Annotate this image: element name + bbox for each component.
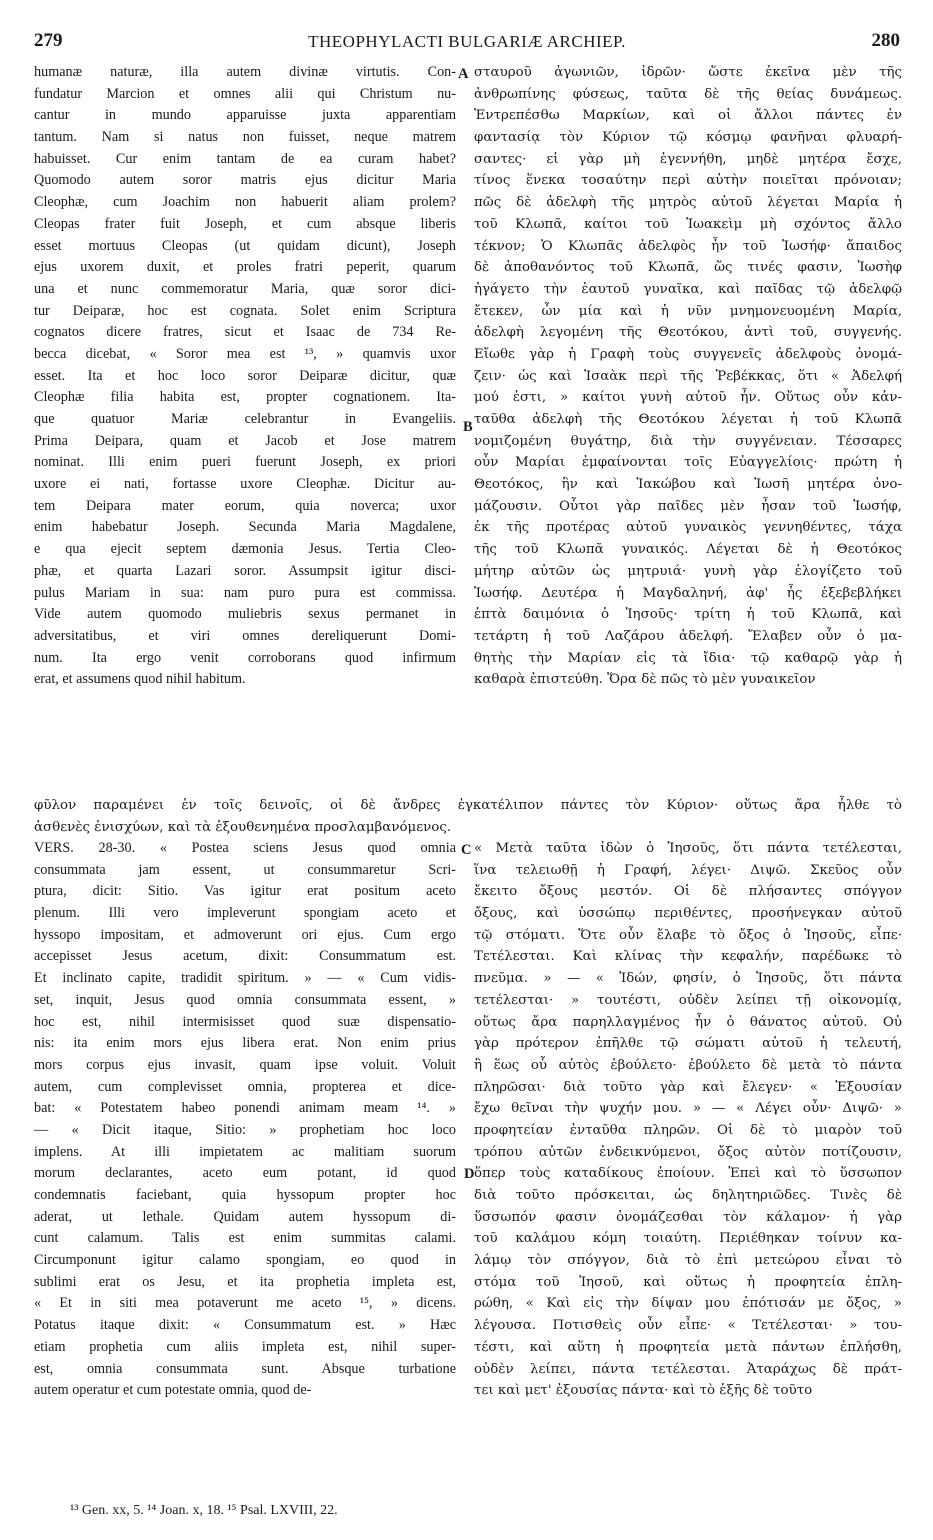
section-marker-b: B — [463, 419, 473, 435]
text-line: Prima Deipara, quam et Jacob et Jose matrem — [34, 432, 456, 449]
text-line: nis: ita enim mors ejus libera erat. Non enim prius — [34, 1035, 456, 1052]
text-line: uxore ei nati, fortasse uxore Cleophæ. Dicitur au- — [34, 476, 456, 493]
text-line: γὰρ πρότερον ἐπῆλθε τῷ σώματι αὐτοῦ ἡ τελευτή, — [474, 1036, 902, 1052]
text-line: ὄξους, καὶ ὑσσώπῳ περιθέντες, προσήνεγκαν αὐτοῦ — [474, 906, 902, 922]
text-line: ἑπτὰ δαιμόνια ὁ Ἰησοῦς· τρίτη ἡ τοῦ Κλωπᾶ, καὶ — [474, 607, 902, 623]
text-line: ταῦθα ἀδελφὴ τῆς Θεοτόκου λέγεται ἡ τοῦ Κλωπᾶ — [474, 412, 902, 427]
text-line: una et nunc commemoratur Maria, quæ soror dici- — [34, 280, 456, 297]
text-line: μήτηρ αὐτῶν ὡς μητρυιά· γυνὴ γὰρ ἐλογίζετο τοῦ — [474, 563, 902, 579]
greek-column-bottom — [474, 838, 902, 1402]
text-line: Θεοτόκος, ἣν καὶ Ἰακώβου καὶ Ἰωσῆ μητέρα ὀνο- — [474, 477, 902, 493]
text-line: humanæ naturæ, illa autem divinæ virtutis. Con- — [34, 64, 456, 80]
text-line: implens. At illi impietatem ac malitiam suorum — [34, 1143, 456, 1160]
text-line: τετέλεσται· » τουτέστι, οὐδὲν λείπει τῇ οἰκονομίᾳ, — [474, 992, 902, 1008]
text-line: Et inclinato capite, tradidit spiritum. » — « Cum vidis- — [34, 970, 456, 987]
text-line: τῆς τοῦ Κλωπᾶ γυναικός. Λέγεται δὲ ἡ Θεοτόκος — [474, 542, 902, 558]
text-line: Τετέλεσται. Καὶ κλίνας τὴν κεφαλήν, παρέδωκε τὸ — [474, 949, 902, 965]
text-line: enim habebatur Joseph. Secunda Maria Magdalene, — [34, 519, 456, 536]
text-line: προφητείαν ἐνταῦθα πληρῶν. Οἱ δὲ τὸ μιαρὸν τοῦ — [474, 1122, 902, 1138]
text-line: est, omnia consummata sunt. Absque turbatione — [34, 1360, 456, 1377]
text-line: πληρῶσαι· διὰ τοῦτο γὰρ καὶ ἔλεγεν· « Ἐξουσίαν — [474, 1079, 902, 1095]
page-number-right: 280 — [871, 30, 900, 51]
text-line: erat, et assumens quod nihil habitum. — [34, 671, 246, 688]
section-marker-c: C — [461, 842, 472, 858]
greek-column-top — [474, 62, 902, 691]
text-line: τίνος ἕνεκα τοσαύτην περὶ αὐτὴν ποιεῖται πρόνοιαν; — [474, 173, 902, 189]
text-line: ἐκ τῆς προτέρας αὐτοῦ γυναικὸς γεννηθέντες, τάχα — [474, 520, 902, 536]
text-line: etiam prophetia cum aliis impleta est, nihil super- — [34, 1338, 456, 1355]
text-line: ἠγάγετο τὴν ἑαυτοῦ γυναῖκα, καὶ παῖδας τῷ ἀδελφῷ — [474, 281, 902, 297]
text-line: plenum. Illi vero impleverunt spongiam aceto et — [34, 905, 456, 922]
text-line: μάζουσιν. Οὗτοι γὰρ παῖδες μὲν ἦσαν τοῦ Ἰωσήφ, — [474, 498, 902, 514]
text-line: mors corpus ejus invasit, quam ipse voluit. Voluit — [34, 1056, 456, 1073]
text-line: pulus Mariam in sua: nam puro pura est commissa. — [34, 584, 456, 601]
text-line: que quatuor Mariæ celebrantur in Evangeliis. — [34, 411, 456, 427]
text-line: ἀδελφὴ λεγομένη τῆς Θεοτόκου, ἀντὶ τοῦ, συγγενής. — [474, 325, 902, 341]
text-line: « Et in siti mea potaverunt me aceto ¹⁵, » dicens. — [34, 1295, 456, 1312]
text-line: οὐδὲν λείπει, πάντα τετέλεσται. Ἀταράχως δὲ πράτ- — [474, 1361, 902, 1377]
text-line: Circumponunt igitur calamo spongiam, eo quod in — [34, 1252, 456, 1269]
text-line: ἔχω θεῖναι τὴν ψυχήν μου. » — « Λέγει οὖν· Διψῶ· » — [474, 1101, 902, 1117]
text-line: Ἰωσήφ. Δευτέρα ἡ Μαγδαληνή, ἀφ' ἧς ἐξεβεβλήκει — [474, 585, 902, 601]
text-line: tem Deipara mater eorum, quia noverca; uxor — [34, 497, 456, 514]
text-line: τοῦ καλάμου κόμη τοιαύτη. Περιέθηκαν τοίνυν κα- — [474, 1231, 902, 1247]
text-line: VERS. 28-30. « Postea sciens Jesus quod omnia — [34, 840, 456, 856]
running-header — [34, 30, 900, 56]
text-line: cognatos dicere fratres, sicut et Isaac de 734 Re- — [34, 324, 456, 341]
text-line: consummata jam essent, ut consummaretur Scri- — [34, 861, 456, 878]
text-line: καθαρὰ ἐπιστεύθη. Ὅρα δὲ πῶς τὸ μὲν γυναικεῖον — [474, 672, 816, 688]
text-line: σταυροῦ ἀγωνιῶν, ἰδρῶν· ὥστε ἐκεῖνα μὲν τῆς — [474, 65, 902, 80]
text-line: φῦλον παραμένει ἐν τοῖς δεινοῖς, οἱ δὲ ἄνδρες ἐγκατέλιπον πάντες τὸν Κύριον· οὕτως ἄρα ἦλθε τὸ — [34, 798, 902, 813]
text-line: tantum. Nam si natus non fuisset, neque matrem — [34, 129, 456, 146]
text-line: ρώθη, « Καὶ εἰς τὴν δίψαν μου ἐπότισάν με ὄξος, » — [474, 1296, 902, 1312]
text-line: λάμῳ τὸν σπόγγον, διὰ τὸ ἐπὶ μετεώρου εἶναι τὸ — [474, 1253, 902, 1269]
text-line: tur Deiparæ, hoc est cognata. Solet enim Scriptura — [34, 302, 456, 319]
text-line: hoc est, nihil intermisisset quod suæ dispensatio- — [34, 1013, 456, 1030]
text-line: ἢ ἕως οὗ αὐτὸς ἐβούλετο· ἐβούλετο δὲ μετὰ τὸ πάντα — [474, 1057, 902, 1073]
text-line: morum declarantes, aceto eum potant, id quod — [34, 1165, 456, 1182]
text-line: Ἐντρεπέσθω Μαρκίων, καὶ οἱ ἄλλοι πάντες ἐν — [474, 108, 902, 124]
text-line: πνεῦμα. » — « Ἰδών, φησίν, ὁ Ἰησοῦς, ὅτι πάντα — [474, 971, 902, 987]
text-line: λέγουσα. Ποτισθεὶς οὖν εἶπε· « Τετέλεσται· » του- — [474, 1318, 902, 1334]
text-line: phæ, et quarta Lazari soror. Assumpsit igitur disci- — [34, 562, 456, 579]
text-line: ὕσσωπόν φασιν ὀνομάζεσθαι τὸν κάλαμον· ἡ γὰρ — [474, 1209, 902, 1225]
text-line: τρόπου αὐτῶν ἐνδεικνύμενοι, ὄξος αὐτὸν ποτίζουσιν, — [474, 1144, 902, 1160]
text-line: autem operatur et cum potestate omnia, quod de- — [34, 1382, 312, 1399]
text-line: τῷ στόματι. Ὅτε οὖν ἔλαβε τὸ ὄξος ὁ Ἰησοῦς, εἶπε· — [474, 927, 902, 943]
latin-column-top — [34, 62, 456, 691]
text-line: τει καὶ μετ' ἐξουσίας πάντα· καὶ τὸ ἑξῆς δὲ τοῦτο — [474, 1383, 813, 1399]
text-line: esset mortuus Cleopas (ut quidam dicunt), Joseph — [34, 237, 456, 254]
text-line: e qua ejecit septem dæmonia Jesus. Tertia Cleo- — [34, 541, 456, 558]
text-line: στόμα τοῦ Ἰησοῦ, καὶ οὕτως ἡ προφητεία ἐπλη- — [474, 1274, 902, 1290]
text-line: ἔτεκεν, ὧν μία καὶ ἡ νῦν μνημονευομένη Μαρία, — [474, 303, 902, 319]
text-line: ἀνθρωπίνης φύσεως, ταῦτα δὲ τῆς θείας δυνάμεως. — [474, 86, 902, 102]
latin-column-bottom — [34, 838, 456, 1402]
text-line: cunt calamum. Talis est enim summitas calami. — [34, 1230, 456, 1247]
text-line: Cleophæ, cum Joachim non habuerit aliam prolem? — [34, 194, 456, 211]
text-line: num. Ita ergo venit corroborans quod infirmum — [34, 649, 456, 666]
text-line: θητὴς τὴν Μαρίαν εἰς τὰ ἴδια· τῷ καθαρῷ γὰρ ἡ — [474, 650, 902, 666]
text-line: Potatus itaque dixit: « Consummatum est. » Hæc — [34, 1317, 456, 1334]
text-line: « Μετὰ ταῦτα ἰδὼν ὁ Ἰησοῦς, ὅτι πάντα τετέλεσται, — [474, 841, 902, 856]
text-line: Εἴωθε γὰρ ἡ Γραφὴ τοὺς συγγενεῖς ἀδελφοὺς ὀνομά- — [474, 346, 902, 362]
text-line: τοῦ Κλωπᾶ, καίτοι τοῦ Ἰωακεὶμ μὴ σχόντος ἄλλο — [474, 216, 902, 232]
text-line: πῶς δὲ ἀδελφὴ τῆς μητρὸς αὐτοῦ λέγεται Μαρία ἡ — [474, 195, 902, 211]
text-line: Cleophæ filia habita est, propter cognationem. Ita- — [34, 389, 456, 406]
greek-full-width-text — [34, 795, 902, 838]
text-line: Cleopas frater fuit Joseph, et cum absque liberis — [34, 215, 456, 232]
page-number-left: 279 — [34, 30, 63, 51]
text-line: cantur in mundo apparuisse juxta apparentiam — [34, 107, 456, 124]
footnotes: ¹³ Gen. xx, 5. ¹⁴ Joan. x, 18. ¹⁵ Psal. LXVIII, 22. — [70, 1503, 338, 1518]
text-line: set, inquit, Jesus quod omnia consummata essent, » — [34, 991, 456, 1008]
text-line: bat: « Potestatem habeo ponendi animam meam ¹⁴. » — [34, 1100, 456, 1117]
text-line: οὕτως ἄρα παρηλλαγμένος ἦν ὁ θάνατος αὐτοῦ. Οὐ — [474, 1014, 902, 1030]
text-line: ptura, dicit: Sitio. Vas igitur erat positum aceto — [34, 883, 456, 900]
text-line: τέστι, καὶ αὕτη ἡ προφητεία μετὰ πάντων ἐπλήσθη, — [474, 1339, 902, 1355]
text-line: ζειν· ὡς καὶ Ἰσαὰκ περὶ τῆς Ῥεβέκκας, ὅτι « Ἀδελφή — [474, 368, 902, 384]
text-line: adversitatibus, et viri omnes dereliquerunt Domi- — [34, 627, 456, 644]
text-line: ἀσθενὲς ἐνισχύων, καὶ τὰ ἐξουθενημένα προσλαμβανόμενος. — [34, 819, 452, 835]
text-line: condemnatis faciebant, quia hyssopum propter hoc — [34, 1187, 456, 1203]
section-marker-d: D — [464, 1166, 475, 1182]
text-line: fundatur Marcion et omnes alii qui Christum nu- — [34, 85, 456, 102]
text-line: ejus uxorem duxit, et proles fratri peperit, quarum — [34, 259, 456, 276]
text-line: becca dicebat, « Soror mea est ¹³, » quamvis uxor — [34, 345, 456, 362]
text-line: Vide autem quomodo muliebris sexus permanet in — [34, 606, 456, 623]
text-line: Quomodo autem soror matris ejus dicitur Maria — [34, 172, 456, 189]
running-title: THEOPHYLACTI BULGARIÆ ARCHIEP. — [308, 32, 626, 51]
text-line: ὅπερ τοὺς καταδίκους ἐποίουν. Ἐπεὶ καὶ τὸ ὕσσωπον — [474, 1166, 902, 1182]
text-line: δὲ ἀποθανόντος τοῦ Κλωπᾶ, ὥς τινές φασιν, Ἰωσὴφ — [474, 260, 902, 276]
text-line: νομιζομένη θυγάτηρ, διὰ τὴν συγγένειαν. Τέσσαρες — [474, 433, 902, 449]
text-line: σαντες· εἰ γὰρ μὴ ἐγεννήθη, μηδὲ μητέρα ἔσχε, — [474, 151, 902, 167]
text-line: esset. Ita et hoc loco soror Deiparæ dicitur, quæ — [34, 367, 456, 384]
text-line: τετάρτη ἡ τοῦ Λαζάρου ἀδελφή. Ἔλαβεν οὖν ὁ μα- — [474, 628, 902, 644]
text-line: nominat. Illi enim pueri fuerunt Joseph, ex priori — [34, 454, 456, 471]
text-line: ἵνα τελειωθῇ ἡ Γραφή, λέγει· Διψῶ. Σκεῦος οὖν — [474, 862, 902, 878]
text-line: sublimi erat os Jesu, et ita prophetia impleta est, — [34, 1273, 456, 1290]
text-line: οὖν Μαρίαι ἐμφαίνονται τοῖς Εὐαγγελίοις· πρώτη ἡ — [474, 455, 902, 471]
text-line: διὰ τοῦτο πρόσκειται, ὡς δηλητηριῶδες. Τινὲς δὲ — [474, 1188, 902, 1203]
text-line: autem, cum complevisset omnia, propterea et dice- — [34, 1078, 456, 1095]
section-marker-a: A — [458, 66, 469, 82]
text-line: aderat, ut lethale. Quidam autem hyssopum di- — [34, 1208, 456, 1225]
text-line: τέκνον; Ὁ Κλωπᾶς ἀδελφὸς ἦν τοῦ Ἰωσήφ· ἄπαιδος — [474, 238, 902, 254]
text-line: μού ἐστι, » καίτοι γυνὴ αὐτοῦ ἦν. Οὕτως οὖν κἀν- — [474, 390, 902, 406]
text-line: φαντασίᾳ τὸν Κύριον τῷ κόσμῳ φανῆναι φλυαρή- — [474, 130, 902, 146]
text-line: — « Dicit itaque, Sitio: » prophetiam hoc loco — [34, 1121, 456, 1138]
text-line: accepisset Jesus acetum, dixit: Consummatum est. — [34, 948, 456, 965]
text-line: hyssopo impositam, et admoverunt ori ejus. Cum ergo — [34, 926, 456, 943]
text-line: ἔκειτο ὄξους μεστόν. Οἱ δὲ πλήσαντες σπόγγον — [474, 884, 902, 900]
text-line: habuisset. Cur enim tantam de ea curam habet? — [34, 150, 456, 167]
